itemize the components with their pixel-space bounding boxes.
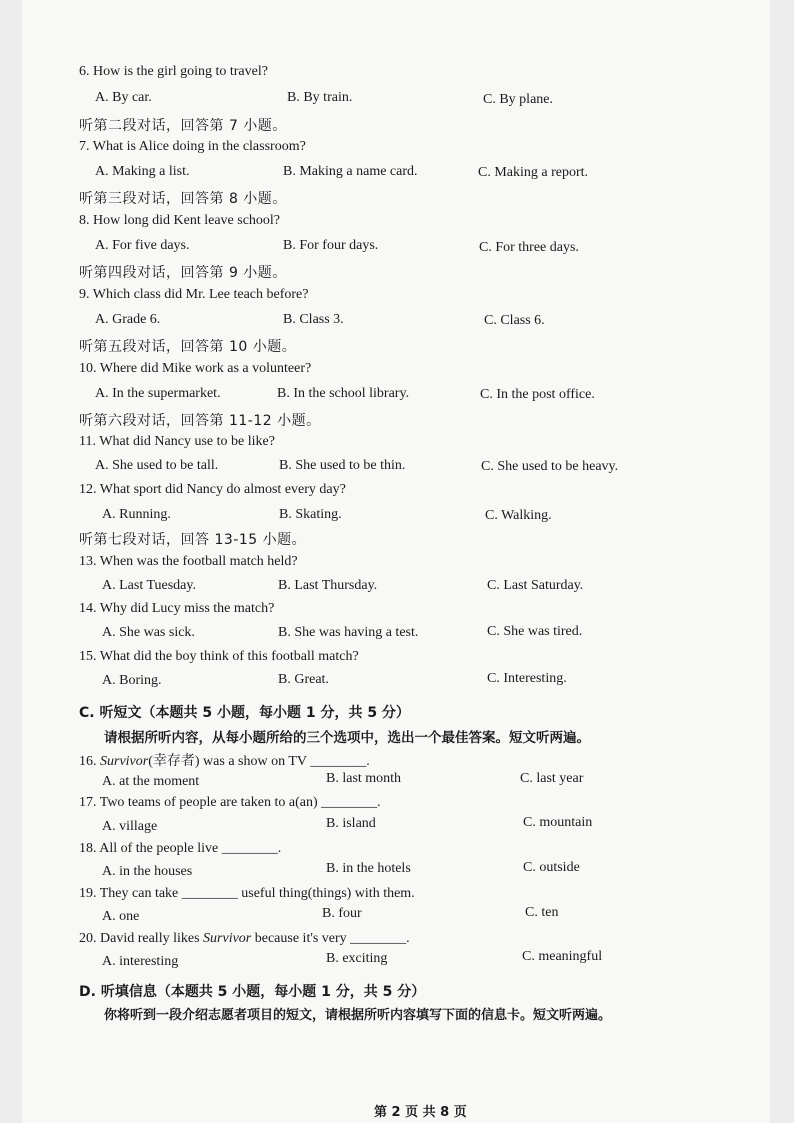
option-17a: A. village — [102, 819, 158, 834]
option-10b: B. In the school library. — [277, 386, 410, 401]
section-c-heading: C. 听短文（本题共 5 小题，每小题 1 分，共 5 分） — [79, 705, 410, 721]
option-11a: A. She used to be tall. — [95, 458, 219, 473]
option-13a: A. Last Tuesday. — [102, 578, 196, 593]
question-20-start: 20. David really likes — [79, 931, 204, 946]
exam-page — [22, 0, 770, 1123]
option-14a: A. She was sick. — [102, 625, 195, 640]
option-9b: B. Class 3. — [283, 312, 344, 327]
section-instruction-3: 听第三段对话，回答第 8 小题。 — [79, 191, 287, 207]
option-7a: A. Making a list. — [95, 164, 190, 179]
option-10c: C. In the post office. — [480, 387, 595, 402]
question-16 — [79, 750, 370, 770]
option-6c: C. By plane. — [483, 92, 553, 107]
question-7: 7. What is Alice doing in the classroom? — [79, 139, 306, 154]
option-12a: A. Running. — [102, 507, 171, 522]
option-9c: C. Class 6. — [484, 313, 545, 328]
option-15c: C. Interesting. — [487, 671, 567, 686]
question-8: 8. How long did Kent leave school? — [79, 213, 281, 228]
section-instruction-7: 听第七段对话，回答 13-15 小题。 — [79, 532, 307, 548]
option-7b: B. Making a name card. — [283, 164, 418, 179]
option-18a: A. in the houses — [102, 864, 193, 879]
question-18: 18. All of the people live ________. — [79, 841, 282, 856]
option-19c: C. ten — [525, 905, 559, 920]
question-6: 6. How is the girl going to travel? — [79, 64, 268, 79]
question-19: 19. They can take ________ useful thing(things) with them. — [79, 886, 415, 901]
option-12c: C. Walking. — [485, 508, 552, 523]
section-instruction-6: 听第六段对话，回答第 11-12 小题。 — [79, 413, 321, 429]
option-6b: B. By train. — [287, 90, 353, 105]
option-15a: A. Boring. — [102, 673, 162, 688]
option-16c: C. last year — [520, 771, 584, 786]
question-20 — [79, 931, 410, 947]
section-instruction-4: 听第四段对话，回答第 9 小题。 — [79, 265, 287, 281]
question-16-rest: (幸存者) was a show on TV ________. — [148, 754, 370, 769]
section-instruction-5: 听第五段对话，回答第 10 小题。 — [79, 339, 297, 355]
option-7c: C. Making a report. — [478, 165, 589, 180]
option-20b: B. exciting — [326, 951, 388, 966]
section-d-heading: D. 听填信息（本题共 5 小题，每小题 1 分，共 5 分） — [79, 984, 426, 1000]
question-20-italic: Survivor — [203, 931, 252, 946]
option-13b: B. Last Thursday. — [278, 578, 378, 593]
option-13c: C. Last Saturday. — [487, 578, 584, 593]
question-17: 17. Two teams of people are taken to a(an) ________. — [79, 795, 381, 810]
question-16-italic: Survivor — [100, 754, 149, 769]
option-8a: A. For five days. — [95, 238, 190, 253]
question-14: 14. Why did Lucy miss the match? — [79, 601, 275, 616]
option-9a: A. Grade 6. — [95, 312, 161, 327]
question-12: 12. What sport did Nancy do almost every day? — [79, 482, 346, 497]
question-9: 9. Which class did Mr. Lee teach before? — [79, 287, 309, 302]
question-10: 10. Where did Mike work as a volunteer? — [79, 361, 312, 376]
option-14b: B. She was having a test. — [278, 625, 419, 640]
section-c-instructions: 请根据所听内容，从每小题所给的三个选项中，选出一个最佳答案。短文听两遍。 — [104, 730, 590, 746]
option-17b: B. island — [326, 816, 376, 831]
question-15: 15. What did the boy think of this football match? — [79, 649, 359, 664]
option-14c: C. She was tired. — [487, 624, 583, 639]
option-18c: C. outside — [523, 860, 580, 875]
option-19a: A. one — [102, 909, 140, 924]
option-6a: A. By car. — [95, 90, 152, 105]
option-16a: A. at the moment — [102, 774, 200, 789]
option-16b: B. last month — [326, 771, 402, 786]
option-20c: C. meaningful — [522, 949, 603, 964]
option-19b: B. four — [322, 906, 362, 921]
option-18b: B. in the hotels — [326, 861, 411, 876]
option-15b: B. Great. — [278, 672, 329, 687]
section-d-instructions: 你将听到一段介绍志愿者项目的短文，请根据所听内容填写下面的信息卡。短文听两遍。 — [104, 1008, 612, 1023]
section-instruction-2: 听第二段对话，回答第 7 小题。 — [79, 118, 287, 134]
option-10a: A. In the supermarket. — [95, 386, 221, 401]
option-11b: B. She used to be thin. — [279, 458, 406, 473]
question-11: 11. What did Nancy use to be like? — [79, 434, 275, 449]
option-8c: C. For three days. — [479, 240, 579, 255]
question-13: 13. When was the football match held? — [79, 554, 298, 569]
page-footer: 第 2 页 共 8 页 — [374, 1105, 467, 1120]
option-11c: C. She used to be heavy. — [481, 459, 619, 474]
option-20a: A. interesting — [102, 954, 179, 969]
question-20-rest: because it's very ________. — [251, 931, 410, 946]
option-8b: B. For four days. — [283, 238, 379, 253]
option-12b: B. Skating. — [279, 507, 342, 522]
question-16-number: 16. — [79, 754, 100, 769]
option-17c: C. mountain — [523, 815, 593, 830]
